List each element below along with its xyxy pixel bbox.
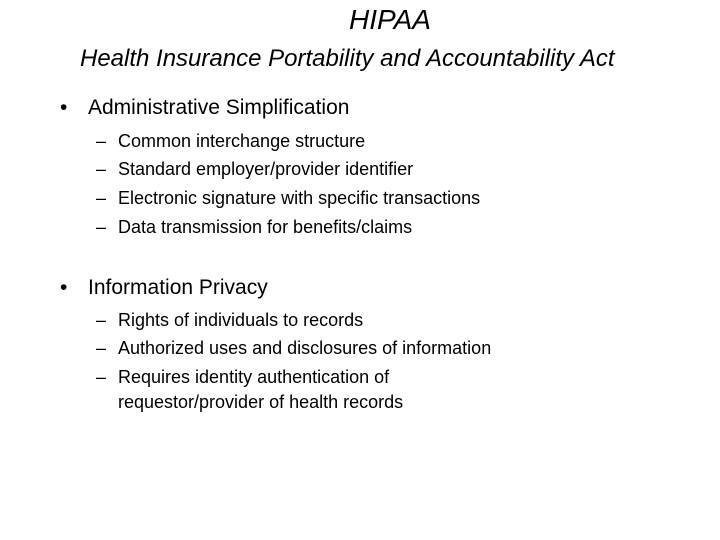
- section-heading: Administrative Simplification: [88, 96, 350, 119]
- list-item-continuation: [118, 391, 558, 413]
- list-item-text: Electronic signature with specific transactions: [118, 188, 481, 208]
- list-item-text: Standard employer/provider identifier: [118, 159, 414, 179]
- list-item-text: Authorized uses and disclosures of information: [118, 338, 492, 358]
- list-item-text: Rights of individuals to records: [118, 310, 364, 330]
- section-heading: Information Privacy: [88, 276, 268, 299]
- dash-icon: –: [96, 131, 107, 151]
- dash-icon: –: [96, 338, 107, 358]
- list-item: [96, 366, 556, 388]
- bullet-dot-icon: •: [60, 96, 68, 119]
- bullet-information-privacy: [60, 275, 460, 301]
- list-item: [96, 337, 556, 359]
- dash-icon: –: [96, 159, 107, 179]
- list-item: [96, 130, 536, 152]
- list-item: [96, 309, 556, 331]
- dash-icon: –: [96, 310, 107, 330]
- bullet-dot-icon: •: [60, 276, 68, 299]
- list-item: [96, 158, 536, 180]
- list-item: [96, 216, 536, 238]
- bullet-administrative-simplification: [60, 95, 460, 121]
- list-item: [96, 187, 536, 209]
- list-item-text: Common interchange structure: [118, 131, 366, 151]
- list-item-text: Data transmission for benefits/claims: [118, 217, 413, 237]
- dash-icon: –: [96, 367, 107, 387]
- list-item-text: Requires identity authentication of: [118, 367, 390, 387]
- dash-icon: –: [96, 188, 107, 208]
- slide-subtitle: Health Insurance Portability and Accountability Act: [80, 45, 615, 72]
- list-item-text: requestor/provider of health records: [118, 392, 404, 412]
- dash-icon: –: [96, 217, 107, 237]
- slide-title: HIPAA: [349, 4, 431, 35]
